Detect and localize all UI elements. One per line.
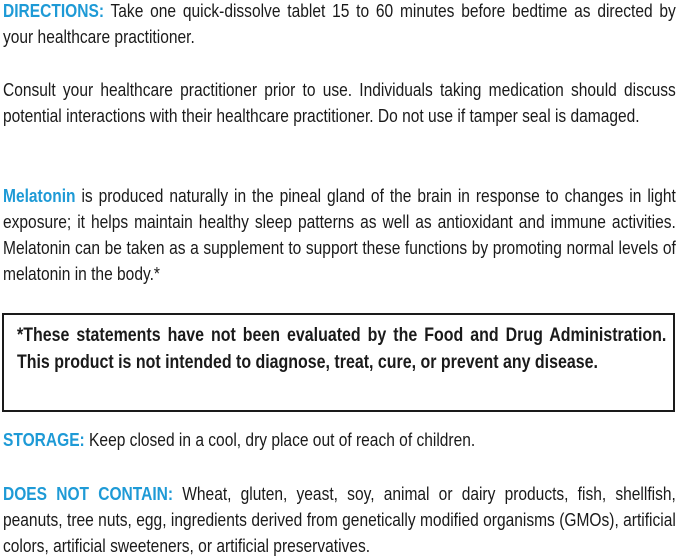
does-not-contain-heading: DOES NOT CONTAIN: (3, 483, 174, 504)
does-not-contain-paragraph (3, 481, 676, 559)
storage-text: Keep closed in a cool, dry place out of reach of children. (84, 429, 476, 450)
does-not-contain-text: Wheat, gluten, yeast, soy, animal or dairy products, fish, shellfish, peanuts, tree nuts, egg, ingredients derived from genetically modified organisms (GMOs), artificial colors, artificial sweeteners, or artificial preservatives. (3, 483, 676, 556)
storage-paragraph (3, 427, 676, 453)
fda-disclaimer-text: *These statements have not been evaluated by the Food and Drug Administration. This product is not intended to diagnose, treat, cure, or prevent any disease. (17, 325, 667, 373)
melatonin-text: is produced naturally in the pineal gland of the brain in response to changes in light exposure; it helps maintain healthy sleep patterns as well as antioxidant and immune activities. Melatonin can be taken as a supplement to support these functions by promoting normal levels of melatonin in the body.* (3, 185, 676, 284)
fda-disclaimer-box (2, 313, 675, 412)
melatonin-heading: Melatonin (3, 185, 76, 206)
directions-paragraph (3, 0, 676, 50)
directions-text: Take one quick-dissolve tablet 15 to 60 minutes before bedtime as directed by your healthcare practitioner. (3, 0, 676, 47)
consult-text: Consult your healthcare practitioner prior to use. Individuals taking medication should discuss potential interactions with their healthcare practitioner. Do not use if tamper seal is damaged. (3, 79, 676, 126)
melatonin-paragraph (3, 183, 676, 287)
consult-paragraph (3, 77, 676, 129)
storage-heading: STORAGE: (3, 429, 85, 450)
directions-heading: DIRECTIONS: (3, 0, 105, 21)
